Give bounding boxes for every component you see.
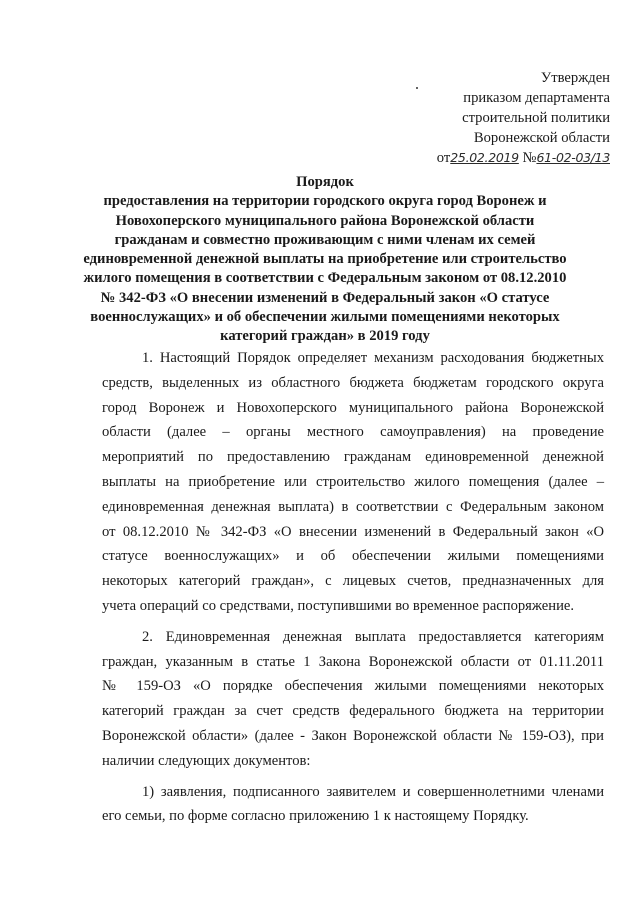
document-title [70, 173, 580, 347]
paragraph-line: город Воронеж и Новохоперского муниципального района Воронежской [102, 399, 604, 416]
title-line: военнослужащих» и об обеспечении жилыми помещениями некоторых [90, 309, 560, 326]
paragraph-line: выплаты на приобретение или строительство жилого помещения (далее – [102, 473, 604, 490]
paragraph-line: учета операций со средствами, поступившими во временное распоряжение. [102, 597, 575, 614]
paragraph-line: единовременная денежная выплата) в соответствии с Федеральным законом [102, 498, 604, 515]
title-line: единовременной денежной выплаты на приобретение или строительство [83, 251, 567, 268]
number-prefix: № [522, 150, 537, 166]
paragraph-3 [102, 780, 604, 830]
paragraph-line: мероприятий по предоставлению гражданам единовременной денежной [102, 449, 604, 466]
title-line: Новохоперского муниципального района Воронежской области [115, 212, 535, 229]
approval-line-3: строительной политики [462, 110, 610, 126]
paragraph-line: 1. Настоящий Порядок определяет механизм расходования бюджетных [142, 350, 604, 366]
paragraph-line: категорий граждан за счет средств федерального бюджета на территории [102, 703, 604, 720]
approval-line-1: Утвержден [540, 70, 610, 86]
paragraph-2 [102, 625, 604, 774]
paragraph-line: Воронежской области» (далее - Закон Воронежской области № 159-ОЗ), при [102, 727, 604, 744]
paragraph-line: средств, выделенных из областного бюджета бюджетам городского округа [102, 374, 604, 391]
paragraph-line: № 159-ОЗ «О порядке обеспечения жилыми помещениями некоторых [102, 678, 604, 695]
title-line: № 342-ФЗ «О внесении изменений в Федеральный закон «О статусе [100, 289, 550, 306]
paragraph-line: области (далее – органы местного самоуправления) на проведение [102, 424, 604, 441]
paragraph-line: 2. Единовременная денежная выплата предоставляется категориям [142, 628, 604, 645]
handwritten-number: 61-02-03/13 [536, 150, 610, 165]
approval-line-4: Воронежской области [473, 130, 610, 146]
date-prefix: от [436, 150, 451, 166]
title-line: жилого помещения в соответствии с Федеральным законом от 08.12.2010 [83, 270, 567, 287]
paragraph-line: граждан, указанным в статье 1 Закона Воронежской области от 01.11.2011 [102, 653, 604, 670]
title-line: категорий граждан» в 2019 году [220, 328, 430, 345]
title-line: предоставления на территории городского округа город Воронеж и [103, 193, 547, 210]
approval-stamp [405, 68, 610, 168]
handwritten-date: 25.02.2019 [450, 150, 519, 165]
paragraph-line: его семьи, по форме согласно приложению 1 к настоящему Порядку. [102, 808, 529, 825]
approval-line-2: приказом департамента [463, 90, 610, 106]
paragraph-1 [102, 346, 604, 619]
title-line: гражданам и совместно проживающим с ними членам их семей [114, 231, 536, 248]
paragraph-line: некоторых категорий граждан», с лицевых счетов, предназначенных для [102, 573, 604, 590]
paragraph-line: от 08.12.2010 № 342-ФЗ «О внесении изменений в Федеральный закон «О [102, 523, 604, 540]
document-body [102, 346, 604, 829]
paragraph-line: 1) заявления, подписанного заявителем и совершеннолетними членами [142, 783, 604, 800]
paragraph-line: статусе военнослужащих» и об обеспечении жилыми помещениями [102, 548, 604, 565]
title-heading: Порядок [296, 174, 354, 190]
approval-date-line [405, 148, 610, 168]
paragraph-line: наличии следующих документов: [102, 752, 311, 769]
